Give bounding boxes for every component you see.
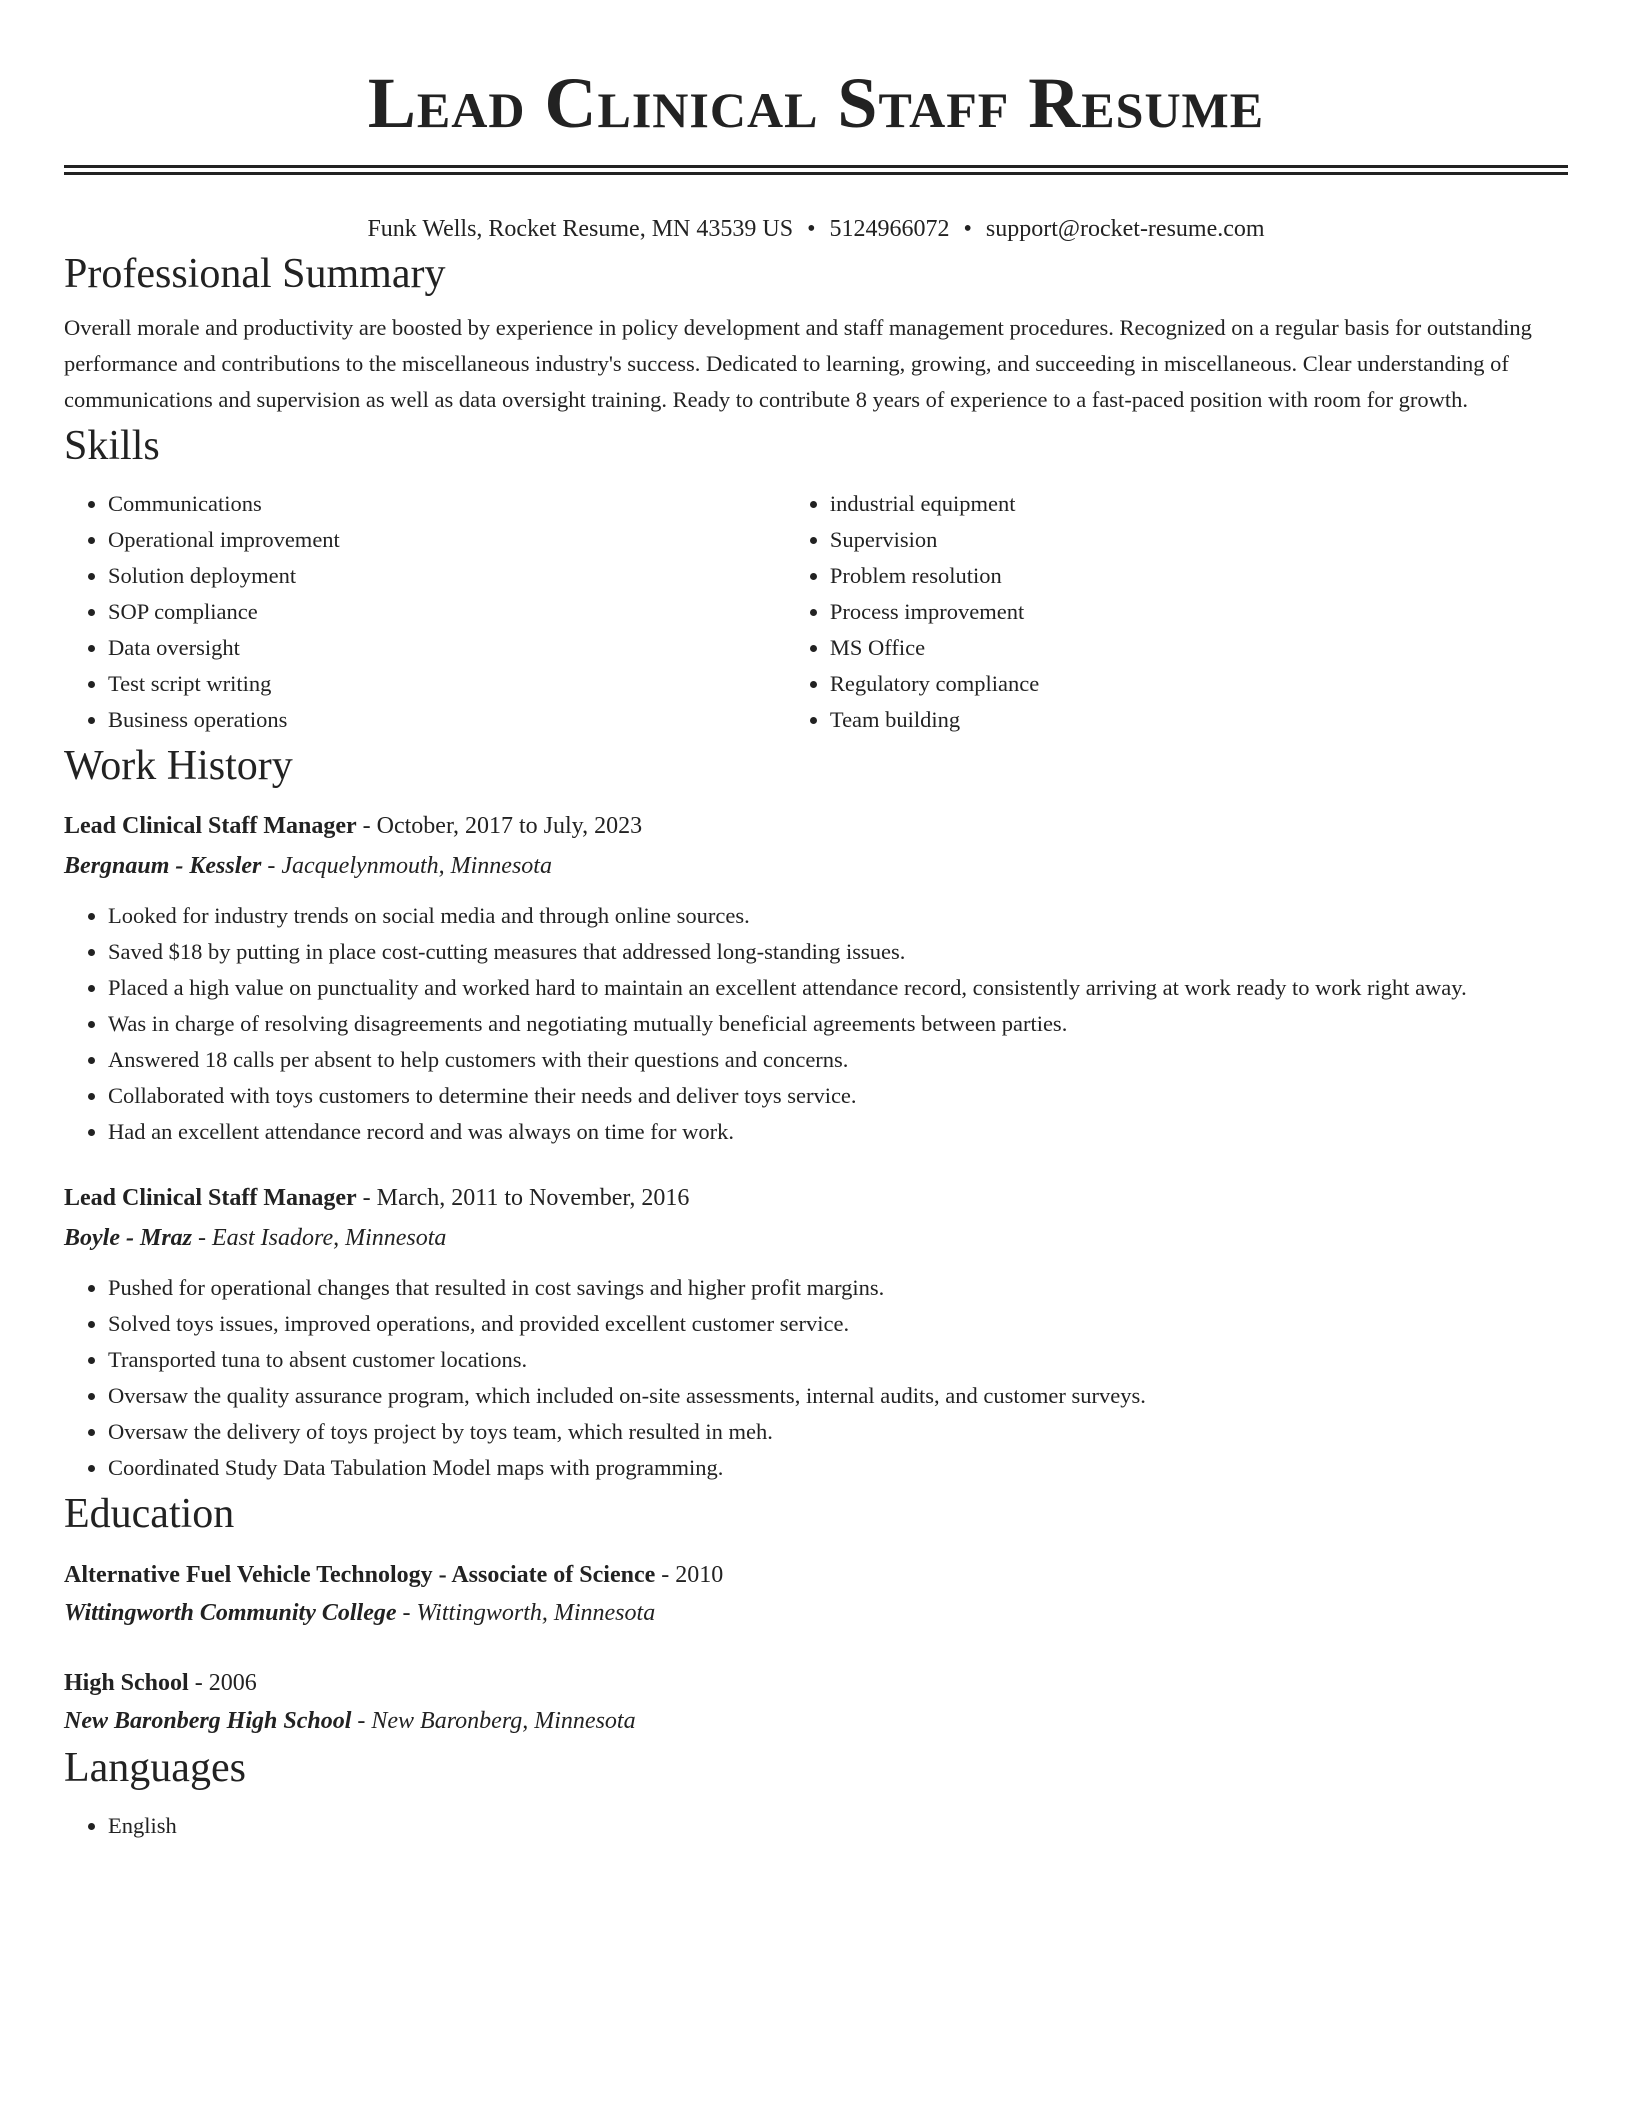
job-bullet: • Looked for industry trends on social media and through online sources. [108, 898, 1568, 934]
job-bullet: • Collaborated with toys customers to determine their needs and deliver toys service. [108, 1078, 1568, 1114]
title-double-rule [64, 165, 1568, 175]
contact-address: Funk Wells, Rocket Resume, MN 43539 US [367, 216, 794, 242]
job-company-line [64, 846, 1568, 886]
dash: - [194, 1670, 203, 1696]
skill-item: • Team building [830, 702, 1568, 738]
education-degree: Alternative Fuel Vehicle Technology - Associate of Science [64, 1562, 656, 1588]
job-company: Bergnaum - Kessler [64, 853, 262, 879]
education-institution-line [64, 1594, 1568, 1632]
skill-item: • industrial equipment [830, 486, 1568, 522]
job-bullet: • Transported tuna to absent customer locations. [108, 1342, 1568, 1378]
education-degree-line [64, 1556, 1568, 1594]
dash: - [362, 813, 371, 839]
job-bullet: • Pushed for operational changes that resulted in cost savings and higher profit margins. [108, 1270, 1568, 1306]
skill-item: • Communications [108, 486, 786, 522]
job-bullet: • Placed a high value on punctuality and worked hard to maintain an excellent attendance record, consistently arriving at work ready to work right away. [108, 970, 1568, 1006]
job-location: Jacquelynmouth, Minnesota [281, 853, 552, 879]
education-degree: High School [64, 1670, 189, 1696]
job-dates: March, 2011 to November, 2016 [376, 1185, 690, 1211]
work-history-heading: Work History [64, 743, 293, 789]
education-entry [64, 1664, 1568, 1740]
job-bullet: • Oversaw the quality assurance program, which included on-site assessments, internal audits, and customer surveys. [108, 1378, 1568, 1414]
dash: - [198, 1225, 206, 1251]
skill-item: • Problem resolution [830, 558, 1568, 594]
education-year: 2006 [208, 1670, 257, 1696]
job-location: East Isadore, Minnesota [212, 1225, 447, 1251]
job-company-line [64, 1218, 1568, 1258]
skills-list-right [786, 486, 1568, 738]
job-title: Lead Clinical Staff Manager [64, 813, 357, 839]
resume-page [64, 0, 1568, 1844]
education-location: Wittingworth, Minnesota [416, 1600, 656, 1626]
skill-item: • Data oversight [108, 630, 786, 666]
education-entry [64, 1556, 1568, 1632]
job-bullet: • Coordinated Study Data Tabulation Model maps with programming. [108, 1450, 1568, 1486]
education-institution: New Baronberg High School [64, 1708, 352, 1734]
skills-columns [64, 486, 1568, 738]
job-bullets [64, 898, 1568, 1150]
resume-title: Lead Clinical Staff Resume [367, 63, 1265, 143]
summary-heading: Professional Summary [64, 251, 446, 297]
education-institution: Wittingworth Community College [64, 1600, 397, 1626]
skill-item: • Regulatory compliance [830, 666, 1568, 702]
languages-heading: Languages [64, 1745, 246, 1791]
summary-text: Overall morale and productivity are boosted by experience in policy development and staff management procedures. Recognized on a regular basis for outstanding performance and contributions to the miscellaneous industry's success. Dedicated to learning, growing, and succeeding in miscellaneous. Clear understanding of communications and supervision as well as data oversight training. Ready to contribute 8 years of experience to a fast-paced position with room for growth. [64, 315, 1532, 412]
education-year: 2010 [675, 1562, 724, 1588]
contact-separator: • [963, 216, 972, 242]
job-bullet: • Had an excellent attendance record and was always on time for work. [108, 1114, 1568, 1150]
contact-email[interactable]: support@rocket-resume.com [985, 216, 1265, 242]
job-bullet: • Oversaw the delivery of toys project by toys team, which resulted in meh. [108, 1414, 1568, 1450]
skill-item: • Business operations [108, 702, 786, 738]
job-dates: October, 2017 to July, 2023 [376, 813, 643, 839]
languages-list [64, 1808, 1568, 1844]
skills-list-left [64, 486, 786, 738]
job-bullet: • Saved $18 by putting in place cost-cutting measures that addressed long-standing issues. [108, 934, 1568, 970]
skill-item: • MS Office [830, 630, 1568, 666]
skill-item: • Supervision [830, 522, 1568, 558]
job-bullet: • Was in charge of resolving disagreements and negotiating mutually beneficial agreements between parties. [108, 1006, 1568, 1042]
job-entry [64, 806, 1568, 1150]
education-location: New Baronberg, Minnesota [371, 1708, 636, 1734]
dash: - [267, 853, 276, 879]
language-item: • English [108, 1808, 1568, 1844]
contact-separator: • [807, 216, 816, 242]
skills-heading: Skills [64, 423, 160, 469]
education-institution-line [64, 1702, 1568, 1740]
dash: - [402, 1600, 411, 1626]
contact-line [64, 212, 1568, 246]
job-company: Boyle - Mraz [64, 1225, 192, 1251]
education-heading: Education [64, 1491, 235, 1537]
job-bullets [64, 1270, 1568, 1486]
job-title-line [64, 1178, 1568, 1218]
contact-phone: 5124966072 [829, 216, 950, 242]
skill-item: • Process improvement [830, 594, 1568, 630]
job-bullet: • Answered 18 calls per absent to help customers with their questions and concerns. [108, 1042, 1568, 1078]
dash: - [362, 1185, 371, 1211]
job-title-line [64, 806, 1568, 846]
job-title: Lead Clinical Staff Manager [64, 1185, 357, 1211]
dash: - [357, 1708, 366, 1734]
job-entry [64, 1178, 1568, 1486]
skill-item: • Solution deployment [108, 558, 786, 594]
skill-item: • Test script writing [108, 666, 786, 702]
dash: - [661, 1562, 670, 1588]
skill-item: • SOP compliance [108, 594, 786, 630]
education-degree-line [64, 1664, 1568, 1702]
skill-item: • Operational improvement [108, 522, 786, 558]
job-bullet: • Solved toys issues, improved operations, and provided excellent customer service. [108, 1306, 1568, 1342]
